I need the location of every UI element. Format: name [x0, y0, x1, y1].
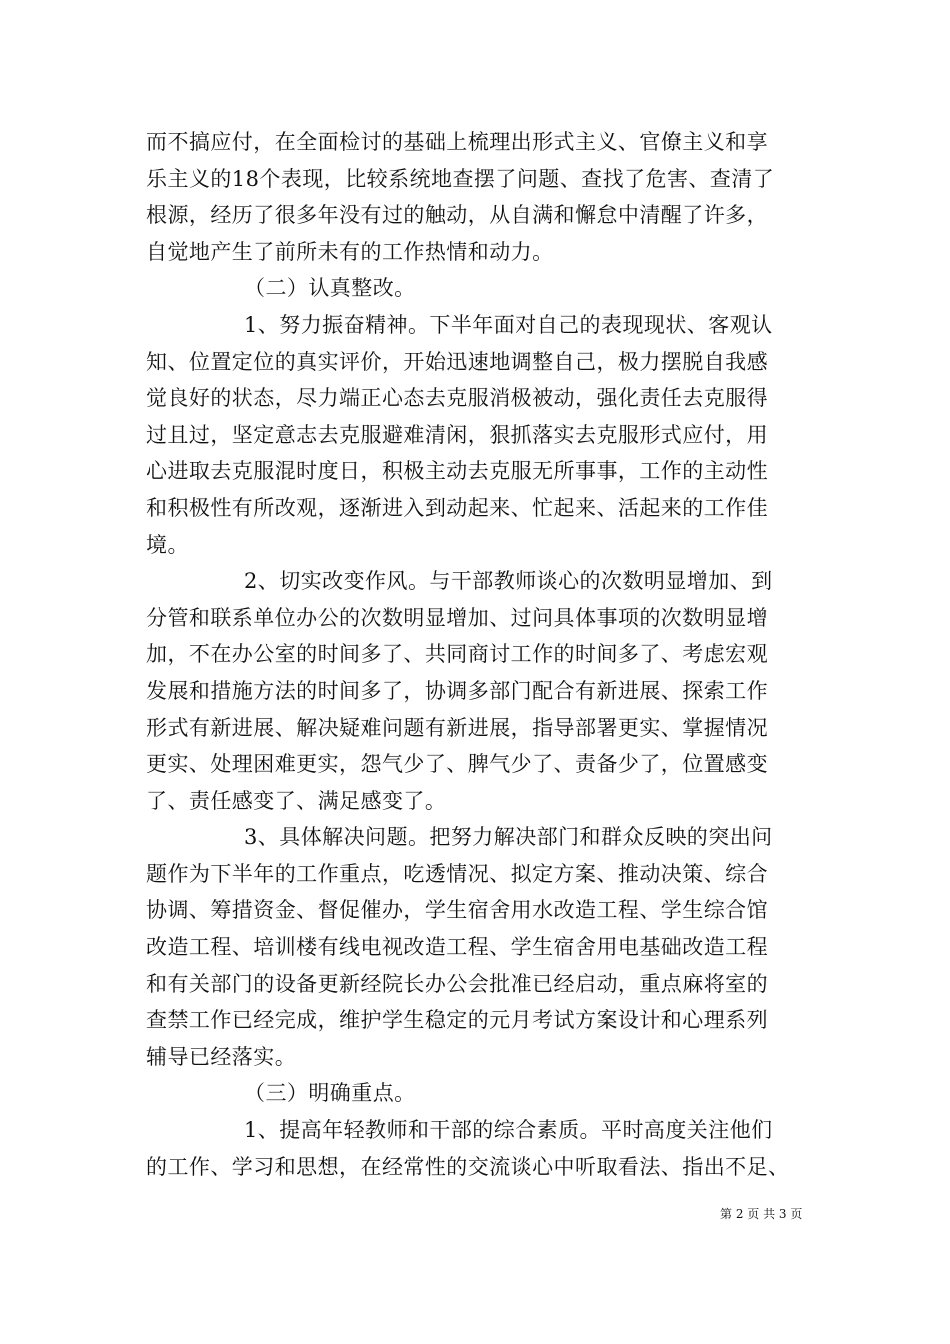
- text-line: 分管和联系单位办公的次数明显增加、过问具体事项的次数明显增: [146, 605, 769, 630]
- body-text: [146, 124, 826, 1185]
- section-heading: （三）明确重点。: [244, 1081, 416, 1106]
- text-line: 更实、处理困难更实，怨气少了、脾气少了、责备少了，位置感变: [146, 752, 769, 777]
- text-line: 境。: [146, 532, 189, 557]
- text-line: 的工作、学习和思想，在经常性的交流谈心中听取看法、指出不足、: [146, 1154, 790, 1179]
- paragraph-first-line: 3、具体解决问题。把努力解决部门和群众反映的突出问: [244, 825, 773, 850]
- text-line: 改造工程、培训楼有线电视改造工程、学生宿舍用电基础改造工程: [146, 935, 769, 960]
- text-line: 辅导已经落实。: [146, 1044, 297, 1069]
- text-line: 了、责任感变了、满足感变了。: [146, 788, 447, 813]
- text-line: 协调、筹措资金、督促催办，学生宿舍用水改造工程、学生综合馆: [146, 898, 769, 923]
- text-line: 根源，经历了很多年没有过的触动，从自满和懈怠中清醒了许多，: [146, 203, 769, 228]
- paragraph-first-line: 1、提高年轻教师和干部的综合素质。平时高度关注他们: [244, 1118, 773, 1143]
- text-line: 觉良好的状态，尽力端正心态去克服消极被动，强化责任去克服得: [146, 386, 769, 411]
- text-line: 过且过，坚定意志去克服避难清闲，狠抓落实去克服形式应付，用: [146, 422, 769, 447]
- text-line: 和积极性有所改观，逐渐进入到动起来、忙起来、活起来的工作佳: [146, 495, 769, 520]
- section-heading: （二）认真整改。: [244, 276, 416, 301]
- paragraph-first-line: 2、切实改变作风。与干部教师谈心的次数明显增加、到: [244, 569, 773, 594]
- text-line: 发展和措施方法的时间多了，协调多部门配合有新进展、探索工作: [146, 678, 769, 703]
- text-line: 形式有新进展、解决疑难问题有新进展，指导部署更实、掌握情况: [146, 715, 769, 740]
- text-line: 查禁工作已经完成，维护学生稳定的元月考试方案设计和心理系列: [146, 1008, 769, 1033]
- text-line: 心进取去克服混时度日，积极主动去克服无所事事，工作的主动性: [146, 459, 769, 484]
- text-line: 乐主义的18个表现，比较系统地查摆了问题、查找了危害、查清了: [146, 166, 775, 191]
- text-line: 知、位置定位的真实评价，开始迅速地调整自己，极力摆脱自我感: [146, 349, 769, 374]
- text-line: 题作为下半年的工作重点，吃透情况、拟定方案、推动决策、综合: [146, 861, 769, 886]
- text-line: 自觉地产生了前所未有的工作热情和动力。: [146, 239, 554, 264]
- text-line: 加，不在办公室的时间多了、共同商讨工作的时间多了、考虑宏观: [146, 642, 769, 667]
- text-line: 和有关部门的设备更新经院长办公会批准已经启动，重点麻将室的: [146, 971, 769, 996]
- paragraph-first-line: 1、努力振奋精神。下半年面对自己的表现现状、客观认: [244, 312, 773, 337]
- text-line: 而不搞应付，在全面检讨的基础上梳理出形式主义、官僚主义和享: [146, 130, 769, 154]
- page-number: 第 2 页 共 3 页: [720, 1207, 803, 1221]
